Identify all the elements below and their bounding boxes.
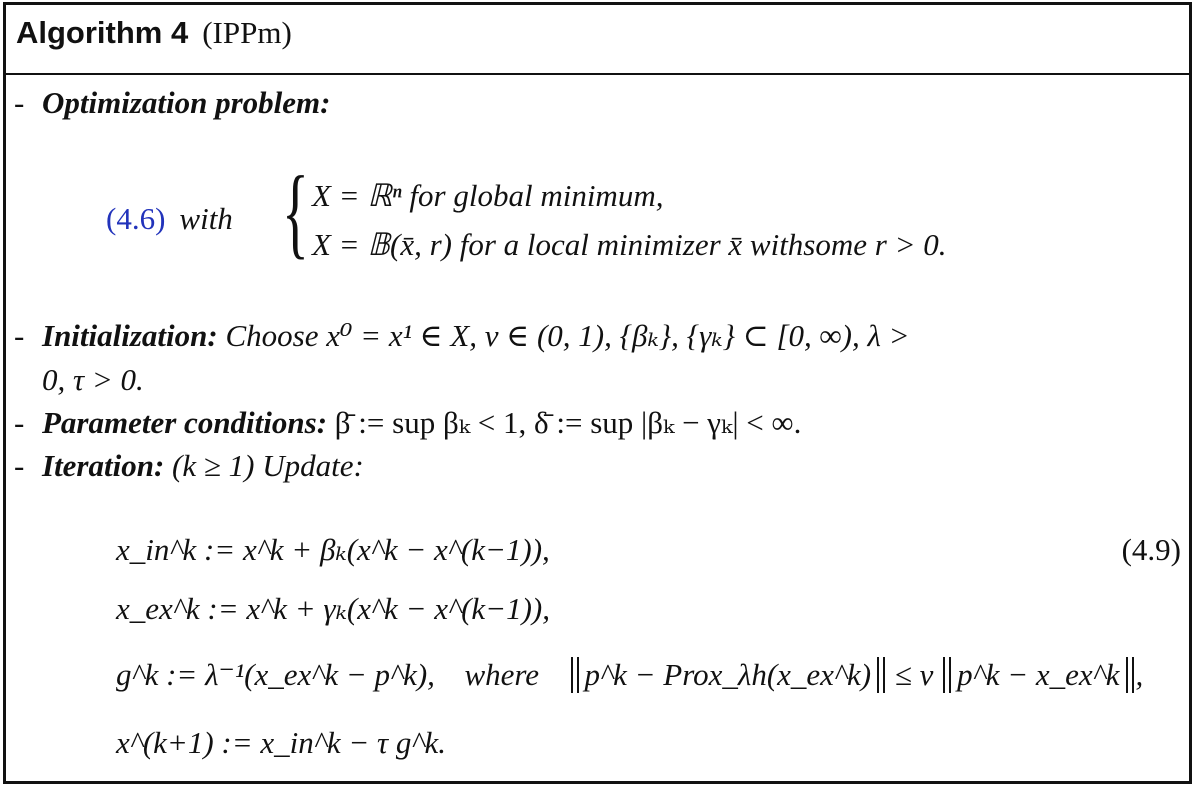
equation-x-ex: x_ex^k := x^k + γₖ(x^k − x^(k−1)), (116, 591, 550, 626)
equation-g-left: g^k := λ⁻¹(x_ex^k − p^k), (116, 657, 435, 692)
where-word: where (464, 657, 540, 692)
case-local: X = 𝔹(x̄, r) for a local minimizer x̄ withsome r > 0. (312, 227, 947, 262)
iteration-line: - Iteration: (k ≥ 1) Update: (14, 448, 364, 483)
norm-inequality: ≤ ν (894, 657, 934, 692)
iteration-text: (k ≥ 1) Update: (172, 448, 364, 483)
parameters-line: - Parameter conditions: β̄ := sup βₖ < 1, δ̄ := sup |βₖ − γₖ| < ∞. (14, 405, 802, 440)
norm-prox: p^k − Prox_λh(x_ex^k) (571, 657, 886, 693)
initialization-text: Choose x⁰ = x¹ ∈ X, ν ∈ (0, 1), {βₖ}, {γₖ} ⊂ [0, ∞), λ > (225, 318, 910, 353)
norm-residual: p^k − x_ex^k (943, 657, 1133, 693)
algorithm-label: Algorithm 4 (16, 15, 189, 50)
algorithm-box (3, 2, 1192, 784)
equation-ref-link[interactable]: (4.6) (106, 201, 166, 236)
equation-g: g^k := λ⁻¹(x_ex^k − p^k), where p^k − Prox_λh(x_ex^k) ≤ ν p^k − x_ex^k , (116, 657, 1144, 692)
header-divider (6, 73, 1189, 75)
with-word: with (179, 201, 233, 236)
parameters-text: β̄ := sup βₖ < 1, δ̄ := sup |βₖ − γₖ| < ∞. (334, 405, 802, 440)
initialization-text-cont: 0, τ > 0. (42, 362, 144, 397)
case-brace: { (282, 156, 309, 269)
iteration-title: Iteration: (42, 448, 165, 483)
parameters-title: Parameter conditions: (42, 405, 328, 440)
equation-x-next: x^(k+1) := x_in^k − τ g^k. (116, 725, 446, 760)
algorithm-name: (IPPm) (202, 15, 292, 50)
algorithm-header (16, 15, 292, 51)
initialization-line: - Initialization: Choose x⁰ = x¹ ∈ X, ν ∈ (0, 1), {βₖ}, {γₖ} ⊂ [0, ∞), λ > (14, 318, 910, 353)
case-global: X = ℝⁿ for global minimum, (312, 178, 664, 213)
optimization-line: - Optimization problem: (14, 85, 331, 120)
equation-x-in: x_in^k := x^k + βₖ(x^k − x^(k−1)), (116, 532, 550, 567)
optimization-title: Optimization problem: (42, 85, 331, 120)
initialization-title: Initialization: (42, 318, 218, 353)
optimization-ref-line (106, 201, 233, 237)
equation-number: (4.9) (1121, 532, 1181, 567)
